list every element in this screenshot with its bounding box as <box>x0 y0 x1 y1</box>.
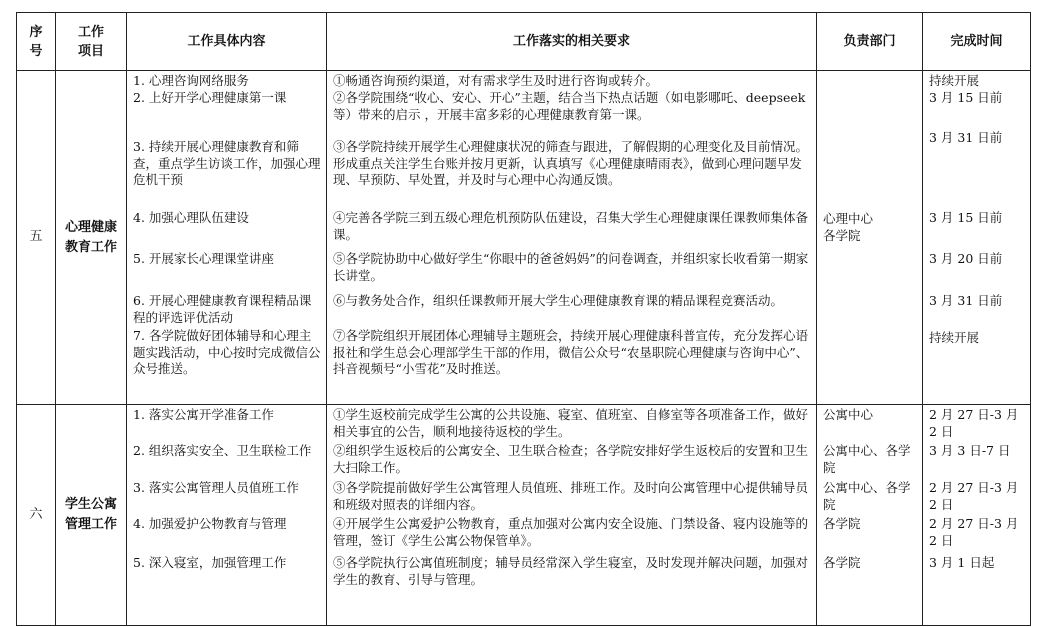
content-item: 1. 心理咨询网络服务 <box>133 73 249 88</box>
requirement-item: ③各学院提前做好学生公寓管理人员值班、排班工作。及时向公寓管理中心提供辅导员和班级对照表的详细内容。 <box>333 480 809 512</box>
time-item: 3 月 20 日前 <box>929 251 1003 266</box>
time-item: 2 月 27 日-3 月 2 日 <box>929 516 1019 548</box>
time-item: 2 月 27 日-3 月 2 日 <box>929 480 1019 512</box>
row-content <box>127 71 327 405</box>
time-item: 持续开展 <box>929 330 980 345</box>
content-item: 4. 加强爱护公物教育与管理 <box>133 516 287 531</box>
time-item: 3 月 31 日前 <box>929 130 1003 145</box>
requirement-item: ④开展学生公寓爱护公物教育，重点加强对公寓内安全设施、门禁设备、寝内设施等的管理，签订《学生公寓公物保管单》。 <box>333 516 809 548</box>
row-time <box>923 405 1031 626</box>
content-item: 5. 开展家长心理课堂讲座 <box>133 251 274 266</box>
time-item: 3 月 3 日-7 日 <box>929 443 1011 458</box>
time-item: 3 月 15 日前 <box>929 90 1003 105</box>
header-dept: 负责部门 <box>817 13 923 71</box>
row-project: 心理健康教育工作 <box>56 71 127 405</box>
requirement-item: ①畅通咨询预约渠道，对有需求学生及时进行咨询或转介。 <box>333 73 659 88</box>
requirement-item: ⑦各学院组织开展团体心理辅导主题班会，持续开展心理健康科普宣传，充分发挥心语报社和学生总会心理部学生干部的作用，微信公众号“农垦职院心理健康与咨询中心”、抖音视频号“小雪花”及时推送。 <box>333 328 809 376</box>
content-item: 2. 上好开学心理健康第一课 <box>133 90 287 105</box>
table-row <box>17 405 1031 626</box>
requirement-item: ③各学院持续开展学生心理健康状况的筛查与跟进，了解假期的心理变化及目前情况。形成重点关注学生台账并按月更新，认真填写《心理健康晴雨表》，做到心理问题早发现、早预防、早处置，并及时与心理中心沟通反馈。 <box>333 139 809 187</box>
header-content: 工作具体内容 <box>127 13 327 71</box>
header-requirements: 工作落实的相关要求 <box>327 13 817 71</box>
dept-item: 公寓中心、各学院 <box>823 443 911 475</box>
row-requirements <box>327 405 817 626</box>
requirement-item: ⑤各学院执行公寓值班制度；辅导员经常深入学生寝室，及时发现并解决问题，加强对学生的教育、引导与管理。 <box>333 555 809 587</box>
time-item: 2 月 27 日-3 月 2 日 <box>929 407 1019 439</box>
row-seq: 六 <box>17 405 56 626</box>
table-row <box>17 71 1031 405</box>
content-item: 1. 落实公寓开学准备工作 <box>133 407 274 422</box>
requirement-item: ④完善各学院三到五级心理危机预防队伍建设，召集大学生心理健康课任课教师集体备课。 <box>333 210 809 242</box>
header-row <box>17 13 1031 71</box>
requirement-item: ②各学院围绕“收心、安心、开心”主题，结合当下热点话题（如电影哪吒、deepseek 等）带来的启示 ，开展丰富多彩的心理健康教育第一课。 <box>333 90 806 122</box>
time-item: 持续开展 <box>929 73 980 88</box>
requirement-item: ⑤各学院协助中心做好学生“你眼中的爸爸妈妈”的问卷调查，并组织家长收看第一期家长讲堂。 <box>333 251 809 283</box>
row-dept <box>817 71 923 405</box>
header-time: 完成时间 <box>923 13 1031 71</box>
requirement-item: ⑥与教务处合作，组织任课教师开展大学生心理健康教育课的精品课程竞赛活动。 <box>333 293 784 308</box>
content-item: 7. 各学院做好团体辅导和心理主题实践活动，中心按时完成微信公众号推送。 <box>133 328 321 376</box>
row-seq: 五 <box>17 71 56 405</box>
work-plan-table <box>16 12 1031 626</box>
row-content <box>127 405 327 626</box>
requirement-item: ②组织学生返校后的公寓安全、卫生联合检查；各学院安排好学生返校后的安置和卫生大扫除工作。 <box>333 443 809 475</box>
content-item: 6. 开展心理健康教育课程精品课程的评选评优活动 <box>133 293 312 325</box>
content-item: 3. 持续开展心理健康教育和筛查，重点学生访谈工作，加强心理危机干预 <box>133 139 321 187</box>
dept-item: 各学院 <box>823 555 861 570</box>
time-item: 3 月 1 日起 <box>929 555 995 570</box>
dept-item: 公寓中心 <box>823 407 874 422</box>
content-item: 5. 深入寝室，加强管理工作 <box>133 555 287 570</box>
dept-item: 各学院 <box>823 516 861 531</box>
content-item: 2. 组织落实安全、卫生联检工作 <box>133 443 312 458</box>
content-item: 3. 落实公寓管理人员值班工作 <box>133 480 299 495</box>
row-time <box>923 71 1031 405</box>
row-project: 学生公寓管理工作 <box>56 405 127 626</box>
dept-item: 公寓中心、各学院 <box>823 480 911 512</box>
content-item: 4. 加强心理队伍建设 <box>133 210 249 225</box>
time-item: 3 月 15 日前 <box>929 210 1003 225</box>
row-dept <box>817 405 923 626</box>
row-requirements <box>327 71 817 405</box>
requirement-item: ①学生返校前完成学生公寓的公共设施、寝室、值班室、自修室等各项准备工作，做好相关事宜的公告，顺利地接待返校的学生。 <box>333 407 809 439</box>
dept-item: 心理中心 <box>823 211 874 226</box>
header-project: 工作项目 <box>56 13 127 71</box>
header-seq: 序号 <box>17 13 56 71</box>
dept-item: 各学院 <box>823 228 861 243</box>
time-item: 3 月 31 日前 <box>929 293 1003 308</box>
